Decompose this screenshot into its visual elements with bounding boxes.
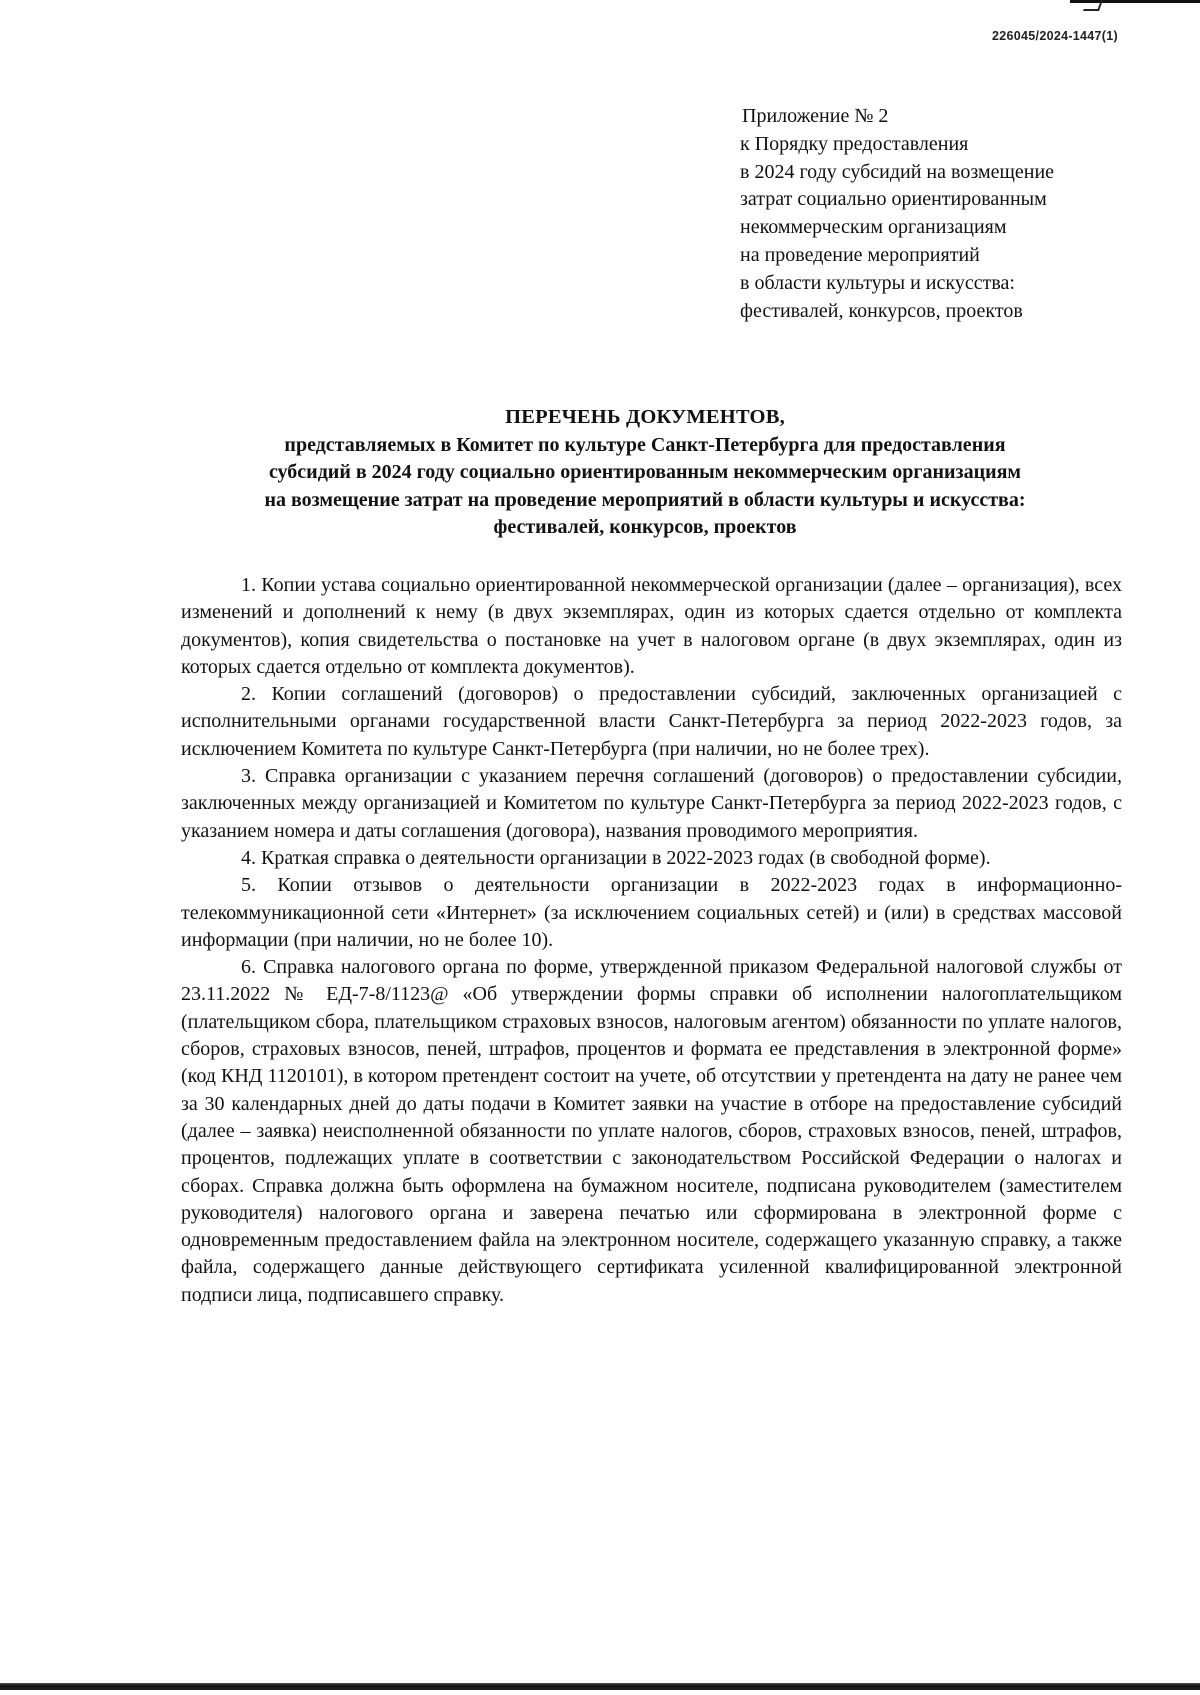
appendix-line: в 2024 году субсидий на возмещение: [740, 160, 1055, 183]
list-item: 3. Справка организации с указанием перечня соглашений (договоров) о предоставлении субсидии, заключенных между организацией и Комитетом по культуре Санкт-Петербурга за период 2022-2023 годов, с указанием номера и даты соглашения (договора), названия проводимого мероприятия.: [181, 765, 1122, 842]
appendix-line: фестивалей, конкурсов, проектов: [740, 299, 1023, 322]
title-line: на возмещение затрат на проведение мероприятий в области культуры и искусства:: [264, 488, 1026, 511]
list-item: 4. Краткая справка о деятельности организации в 2022-2023 годах (в свободной форме).: [241, 846, 991, 869]
appendix-line: на проведение мероприятий: [740, 243, 980, 266]
title-heading: ПЕРЕЧЕНЬ ДОКУМЕНТОВ,: [505, 406, 785, 428]
document-title: [170, 404, 1120, 542]
list-item: 1. Копии устава социально ориентированной некоммерческой организации (далее – организация), всех изменений и дополнений к нему (в двух экземплярах, один из которых сдается отдельно от комплекта документов), копия свидетельства о постановке на учет в налоговом органе (в двух экземплярах, один из которых сдается отдельно от комплекта документов).: [181, 574, 1122, 678]
appendix-line: Приложение № 2: [742, 105, 889, 127]
scan-edge-bottom: [0, 1683, 1200, 1690]
list-item: 6. Справка налогового органа по форме, утвержденной приказом Федеральной налоговой службы от 23.11.2022 № ЕД-7-8/1123@ «Об утверждении формы справки об исполнении налогоплательщиком (плательщиком сбора, плательщиком страховых взносов, налоговым агентом) обязанности по уплате налогов, сборов, страховых взносов, пеней, штрафов, процентов и формата ее представления в электронной форме» (код КНД 1120101), в котором претендент состоит на учете, об отсутствии у претендента на дату не ранее чем за 30 календарных дней до даты подачи в Комитет заявки на участие в отборе на предоставление субсидий (далее – заявка) неисполненной обязанности по уплате налогов, сборов, страховых взносов, пеней, штрафов, процентов, подлежащих уплате в соответствии с законодательством Российской Федерации о налогах и сборах. Справка должна быть оформлена на бумажном носителе, подписана руководителем (заместителем руководителя) налогового органа и заверена печатью или сформирована в электронной форме с одновременным предоставлением файла на электронном носителе, содержащего указанную справку, а также файла, содержащего данные действующего сертификата усиленной квалифицированной электронной подписи лица, подписавшего справку.: [181, 956, 1122, 1306]
appendix-line: некоммерческим организациям: [740, 216, 1007, 239]
appendix-line: затрат социально ориентированным: [740, 188, 1047, 211]
appendix-line: к Порядку предоставления: [740, 132, 969, 155]
document-id: 226045/2024-1447(1): [992, 29, 1118, 43]
list-item: 2. Копии соглашений (договоров) о предоставлении субсидий, заключенных организацией с исполнительными органами государственной власти Санкт-Петербурга за период 2022-2023 годов, за исключением Комитета по культуре Санкт-Петербурга (при наличии, но не более трех).: [181, 683, 1122, 760]
document-body: [181, 572, 1122, 1309]
title-line: фестивалей, конкурсов, проектов: [493, 516, 797, 539]
title-line: представляемых в Комитет по культуре Санкт-Петербурга для предоставления: [284, 433, 1006, 456]
list-item: 5. Копии отзывов о деятельности организации в 2022-2023 годах в информационно-телекоммуникационной сети «Интернет» (за исключением социальных сетей) и (или) в средствах массовой информации (при наличии, но не более 10).: [181, 874, 1122, 951]
scan-corner-mark: [1083, 0, 1103, 11]
title-line: субсидий в 2024 году социально ориентированным некоммерческим организациям: [268, 461, 1022, 484]
appendix-block: [740, 103, 1160, 325]
appendix-line: в области культуры и искусства:: [740, 271, 1015, 294]
